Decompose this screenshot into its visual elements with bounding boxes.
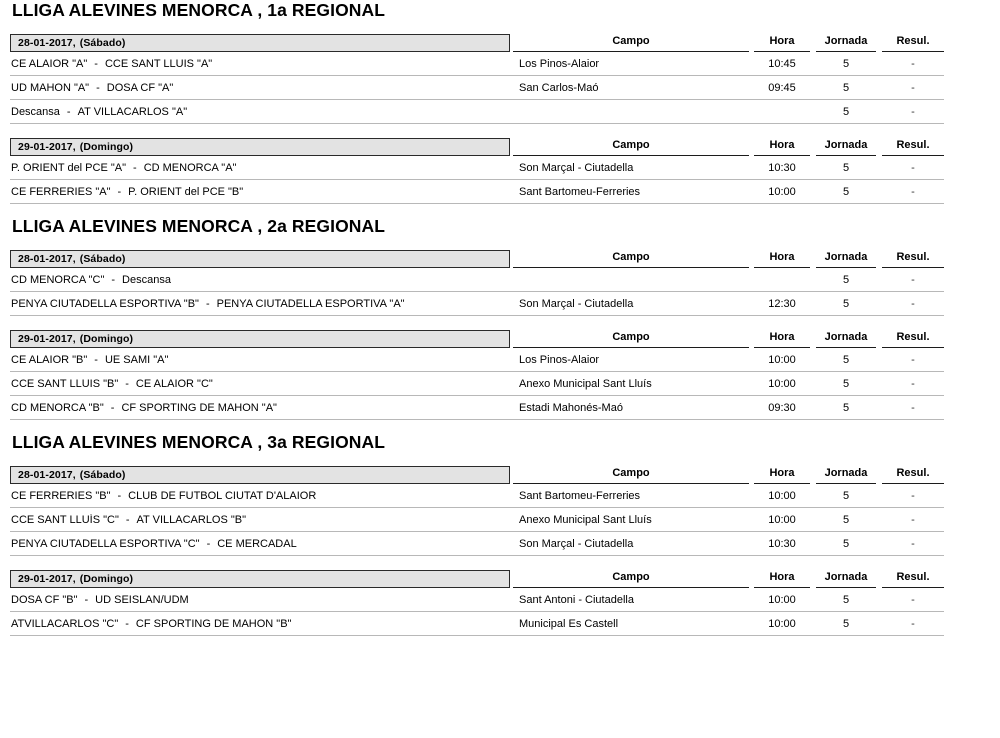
table-row — [10, 588, 944, 612]
home-team: CE FERRERIES "A" — [11, 185, 111, 198]
home-team: CE ALAIOR "B" — [11, 353, 88, 366]
block-header-row — [10, 462, 944, 484]
column-header-campo: Campo — [513, 250, 749, 268]
column-header-hora: Hora — [754, 250, 810, 268]
match-hora-cell: 10:45 — [768, 57, 796, 70]
match-jornada-cell: 5 — [842, 537, 850, 550]
match-campo-cell: Sant Antoni - Ciutadella — [519, 593, 634, 606]
match-campo-cell: Anexo Municipal Sant Lluís — [519, 513, 652, 526]
match-resul-cell: - — [911, 617, 915, 630]
match-hora-cell: 10:30 — [768, 537, 796, 550]
table-row — [10, 100, 944, 124]
column-header-jornada: Jornada — [816, 34, 876, 52]
match-hora-cell: 10:30 — [768, 161, 796, 174]
page-title: LLIGA ALEVINES MENORCA , 1a REGIONAL — [12, 0, 386, 20]
match-resul-cell: - — [911, 353, 915, 366]
match-teams-cell — [10, 82, 510, 94]
home-team: PENYA CIUTADELLA ESPORTIVA "B" — [11, 297, 199, 310]
day-of-week-text: (Sábado) — [79, 469, 126, 481]
column-header-campo: Campo — [513, 138, 749, 156]
table-row — [10, 268, 944, 292]
match-teams-cell — [10, 618, 510, 630]
home-team: PENYA CIUTADELLA ESPORTIVA "C" — [11, 537, 200, 550]
section-spacer — [0, 204, 1000, 216]
match-jornada-cell: 5 — [842, 185, 850, 198]
match-resul-cell: - — [911, 273, 915, 286]
match-campo-cell: Sant Bartomeu-Ferreries — [519, 185, 641, 198]
competition-section — [0, 0, 1000, 204]
column-header-resul: Resul. — [882, 250, 944, 268]
section-spacer — [0, 420, 1000, 432]
column-header-hora: Hora — [754, 138, 810, 156]
column-header-jornada: Jornada — [816, 138, 876, 156]
match-teams-cell — [10, 106, 510, 118]
match-resul-cell: - — [911, 81, 915, 94]
home-team: CCE SANT LLUÍS "C" — [11, 513, 119, 526]
match-jornada-cell: 5 — [842, 297, 850, 310]
match-resul-cell: - — [911, 57, 915, 70]
competition-section — [0, 204, 1000, 420]
page-title: LLIGA ALEVINES MENORCA , 3a REGIONAL — [12, 432, 386, 452]
block-header-row — [10, 30, 944, 52]
block-header-row — [10, 246, 944, 268]
table-row — [10, 156, 944, 180]
column-header-hora: Hora — [754, 34, 810, 52]
block-header-row — [10, 566, 944, 588]
table-row — [10, 612, 944, 636]
away-team: PENYA CIUTADELLA ESPORTIVA "A" — [216, 297, 405, 310]
match-campo-cell: Los Pinos-Alaior — [519, 353, 600, 366]
away-team: CE MERCADAL — [217, 537, 297, 550]
column-header-resul: Resul. — [882, 570, 944, 588]
date-text: 28-01-2017, — [18, 253, 76, 265]
match-jornada-cell: 5 — [842, 401, 850, 414]
match-campo-cell: Son Marçal - Ciutadella — [519, 297, 634, 310]
away-team: UD SEISLAN/UDM — [95, 593, 189, 606]
match-jornada-cell: 5 — [842, 593, 850, 606]
match-campo-cell: Municipal Es Castell — [519, 617, 619, 630]
versus-dash: - — [94, 353, 98, 366]
match-jornada-cell: 5 — [842, 513, 850, 526]
away-team: UE SAMI "A" — [104, 353, 169, 366]
home-team: CCE SANT LLUIS "B" — [11, 377, 119, 390]
date-header-box — [10, 330, 510, 348]
table-row — [10, 76, 944, 100]
match-teams-cell — [10, 298, 510, 310]
away-team: CLUB DE FUTBOL CIUTAT D'ALAIOR — [128, 489, 317, 502]
match-teams-cell — [10, 354, 510, 366]
home-team: CD MENORCA "B" — [11, 401, 104, 414]
day-of-week-text: (Sábado) — [79, 37, 126, 49]
column-header-jornada: Jornada — [816, 570, 876, 588]
match-hora-cell: 09:30 — [768, 401, 796, 414]
date-text: 29-01-2017, — [18, 573, 76, 585]
match-resul-cell: - — [911, 537, 915, 550]
table-row — [10, 180, 944, 204]
match-resul-cell: - — [911, 401, 915, 414]
away-team: CD MENORCA "A" — [143, 161, 237, 174]
column-header-hora: Hora — [754, 466, 810, 484]
versus-dash: - — [125, 617, 129, 630]
date-header-box — [10, 34, 510, 52]
match-resul-cell: - — [911, 513, 915, 526]
column-header-jornada: Jornada — [816, 330, 876, 348]
block-header-row — [10, 326, 944, 348]
versus-dash: - — [66, 105, 71, 118]
match-jornada-cell: 5 — [842, 377, 850, 390]
versus-dash: - — [110, 401, 115, 414]
match-teams-cell — [10, 514, 510, 526]
column-header-hora: Hora — [754, 570, 810, 588]
versus-dash: - — [205, 297, 210, 310]
home-team: DOSA CF "B" — [11, 593, 78, 606]
away-team: DOSA CF "A" — [106, 81, 174, 94]
block-header-row — [10, 134, 944, 156]
match-jornada-cell: 5 — [842, 353, 850, 366]
table-row — [10, 396, 944, 420]
home-team: ATVILLACARLOS "C" — [11, 617, 119, 630]
schedule-block — [10, 246, 944, 316]
schedule-block — [10, 134, 944, 204]
match-teams-cell — [10, 58, 510, 70]
match-resul-cell: - — [911, 185, 915, 198]
home-team: P. ORIENT del PCE "A" — [11, 161, 127, 174]
table-row — [10, 348, 944, 372]
competition-section — [0, 420, 1000, 636]
match-hora-cell: 10:00 — [768, 185, 796, 198]
match-teams-cell — [10, 378, 510, 390]
date-text: 28-01-2017, — [18, 469, 76, 481]
match-teams-cell — [10, 186, 510, 198]
date-text: 29-01-2017, — [18, 333, 76, 345]
match-teams-cell — [10, 538, 510, 550]
match-teams-cell — [10, 594, 510, 606]
column-header-resul: Resul. — [882, 34, 944, 52]
match-jornada-cell: 5 — [842, 57, 850, 70]
day-of-week-text: (Sábado) — [79, 253, 126, 265]
schedule-block — [10, 326, 944, 420]
versus-dash: - — [94, 57, 98, 70]
column-header-jornada: Jornada — [816, 250, 876, 268]
column-header-hora: Hora — [754, 330, 810, 348]
versus-dash: - — [111, 273, 116, 286]
column-header-campo: Campo — [513, 570, 749, 588]
match-jornada-cell: 5 — [842, 617, 850, 630]
away-team: AT VILLACARLOS "A" — [77, 105, 188, 118]
match-campo-cell: Son Marçal - Ciutadella — [519, 161, 634, 174]
versus-dash: - — [117, 489, 122, 502]
date-text: 29-01-2017, — [18, 141, 76, 153]
match-campo-cell: Son Marçal - Ciutadella — [519, 537, 634, 550]
away-team: CF SPORTING DE MAHON "B" — [135, 617, 292, 630]
column-header-campo: Campo — [513, 34, 749, 52]
table-row — [10, 508, 944, 532]
table-row — [10, 372, 944, 396]
match-teams-cell — [10, 402, 510, 414]
home-team: CD MENORCA "C" — [11, 273, 105, 286]
match-hora-cell: 10:00 — [768, 377, 796, 390]
day-of-week-text: (Domingo) — [79, 141, 134, 153]
versus-dash: - — [84, 593, 89, 606]
versus-dash: - — [133, 161, 137, 174]
match-jornada-cell: 5 — [842, 273, 850, 286]
table-row — [10, 52, 944, 76]
home-team: CE ALAIOR "A" — [11, 57, 88, 70]
versus-dash: - — [125, 377, 129, 390]
match-jornada-cell: 5 — [842, 81, 850, 94]
schedule-block — [10, 462, 944, 556]
match-hora-cell: 10:00 — [768, 489, 796, 502]
match-hora-cell: 10:00 — [768, 617, 796, 630]
versus-dash: - — [96, 81, 100, 94]
match-resul-cell: - — [911, 161, 915, 174]
match-teams-cell — [10, 490, 510, 502]
match-resul-cell: - — [911, 593, 915, 606]
match-campo-cell: Sant Bartomeu-Ferreries — [519, 489, 641, 502]
away-team: CE ALAIOR "C" — [135, 377, 213, 390]
away-team: P. ORIENT del PCE "B" — [128, 185, 244, 198]
away-team: AT VILLACARLOS "B" — [136, 513, 247, 526]
column-header-resul: Resul. — [882, 466, 944, 484]
date-header-box — [10, 138, 510, 156]
schedule-block — [10, 566, 944, 636]
date-header-box — [10, 250, 510, 268]
versus-dash: - — [117, 185, 122, 198]
match-hora-cell: 10:00 — [768, 593, 796, 606]
match-jornada-cell: 5 — [842, 161, 850, 174]
away-team: CF SPORTING DE MAHON "A" — [121, 401, 277, 414]
versus-dash: - — [125, 513, 130, 526]
table-row — [10, 292, 944, 316]
match-campo-cell: San Carlos-Maó — [519, 81, 599, 94]
match-resul-cell: - — [911, 377, 915, 390]
home-team: UD MAHON "A" — [11, 81, 90, 94]
match-resul-cell: - — [911, 297, 915, 310]
match-hora-cell: 10:00 — [768, 513, 796, 526]
match-campo-cell: Anexo Municipal Sant Lluís — [519, 377, 652, 390]
match-hora-cell: 09:45 — [768, 81, 796, 94]
column-header-resul: Resul. — [882, 138, 944, 156]
match-teams-cell — [10, 162, 510, 174]
home-team: CE FERRERIES "B" — [11, 489, 111, 502]
match-resul-cell: - — [911, 489, 915, 502]
match-resul-cell: - — [911, 105, 915, 118]
versus-dash: - — [206, 537, 211, 550]
match-hora-cell: 10:00 — [768, 353, 796, 366]
table-row — [10, 484, 944, 508]
match-jornada-cell: 5 — [842, 489, 850, 502]
date-header-box — [10, 466, 510, 484]
column-header-jornada: Jornada — [816, 466, 876, 484]
column-header-resul: Resul. — [882, 330, 944, 348]
date-text: 28-01-2017, — [18, 37, 76, 49]
column-header-campo: Campo — [513, 330, 749, 348]
match-campo-cell: Estadi Mahonés-Maó — [519, 401, 623, 414]
away-team: CCE SANT LLUIS "A" — [104, 57, 213, 70]
schedule-block — [10, 30, 944, 124]
day-of-week-text: (Domingo) — [79, 573, 134, 585]
day-of-week-text: (Domingo) — [79, 333, 134, 345]
match-jornada-cell: 5 — [842, 105, 850, 118]
match-campo-cell: Los Pinos-Alaior — [519, 57, 600, 70]
table-row — [10, 532, 944, 556]
away-team: Descansa — [122, 273, 171, 286]
date-header-box — [10, 570, 510, 588]
home-team: Descansa — [11, 105, 60, 118]
page-title: LLIGA ALEVINES MENORCA , 2a REGIONAL — [12, 216, 386, 236]
column-header-campo: Campo — [513, 466, 749, 484]
match-hora-cell: 12:30 — [768, 297, 796, 310]
match-teams-cell — [10, 274, 510, 286]
